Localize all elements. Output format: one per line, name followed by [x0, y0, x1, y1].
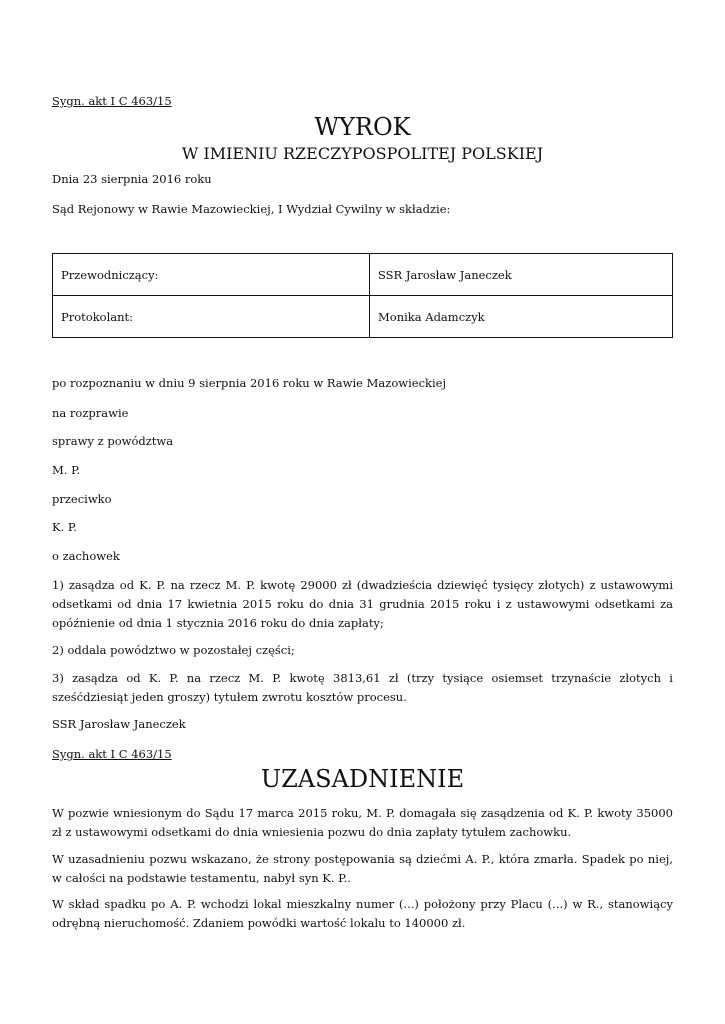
defendant: K. P.	[52, 520, 77, 534]
bench-person: Monika Adamczyk	[370, 296, 673, 338]
hearing-line: po rozpoznaniu w dniu 9 sierpnia 2016 roku w Rawie Mazowieckiej	[52, 376, 447, 390]
ruling-item: 1) zasądza od K. P. na rzecz M. P. kwotę 29000 zł (dwadzieścia dziewięć tysięcy złotych) z ustawowymi odsetkami od dnia 17 kwietnia 2015 roku do dnia 31 grudnia 2015 roku i z ustawowymi odsetkami za opóźnienie od dnia 1 stycznia 2016 roku do dnia zapłaty;	[52, 578, 673, 630]
table-row	[53, 254, 673, 296]
bench-role: Protokolant:	[53, 296, 370, 338]
judgment-subtitle: W IMIENIU RZECZYPOSPOLITEJ POLSKIEJ	[181, 144, 544, 163]
bench-table	[52, 253, 673, 338]
case-signature: Sygn. akt I C 463/15	[52, 747, 172, 761]
justification-paragraph: W pozwie wniesionym do Sądu 17 marca 2015 roku, M. P. domagała się zasądzenia od K. P. kwoty 35000 zł z ustawowymi odsetkami do dnia wniesienia pozwu do dnia zapłaty tytułem zachowku.	[52, 806, 673, 839]
judgment-date: Dnia 23 sierpnia 2016 roku	[52, 172, 212, 186]
bench-person: SSR Jarosław Janeczek	[370, 254, 673, 296]
table-row	[53, 296, 673, 338]
plaintiff: M. P.	[52, 463, 81, 477]
justification-paragraph: W uzasadnieniu pozwu wskazano, że strony postępowania są dziećmi A. P., która zmarła. Spadek po niej, w całości na podstawie testamentu, nabył syn K. P..	[52, 852, 673, 885]
case-signature: Sygn. akt I C 463/15	[52, 94, 172, 108]
case-intro: sprawy z powództwa	[52, 434, 174, 448]
judge-signature: SSR Jarosław Janeczek	[52, 717, 186, 731]
court-composition: Sąd Rejonowy w Rawie Mazowieckiej, I Wydział Cywilny w składzie:	[52, 202, 451, 216]
versus: przeciwko	[52, 492, 112, 506]
hearing-type: na rozprawie	[52, 406, 129, 420]
ruling-item: 2) oddala powództwo w pozostałej części;	[52, 643, 295, 657]
justification-paragraph: W skład spadku po A. P. wchodzi lokal mieszkalny numer (...) położony przy Placu (...) w R., stanowiący odrębną nieruchomość. Zdaniem powódki wartość lokalu to 140000 zł.	[52, 897, 673, 930]
ruling-item: 3) zasądza od K. P. na rzecz M. P. kwotę 3813,61 zł (trzy tysiące osiemset trzynaście złotych i sześćdziesiąt jeden groszy) tytułem zwrotu kosztów procesu.	[52, 671, 673, 704]
bench-role: Przewodniczący:	[53, 254, 370, 296]
judgment-title: WYROK	[314, 113, 411, 141]
case-subject: o zachowek	[52, 549, 120, 563]
justification-title: UZASADNIENIE	[260, 765, 465, 793]
